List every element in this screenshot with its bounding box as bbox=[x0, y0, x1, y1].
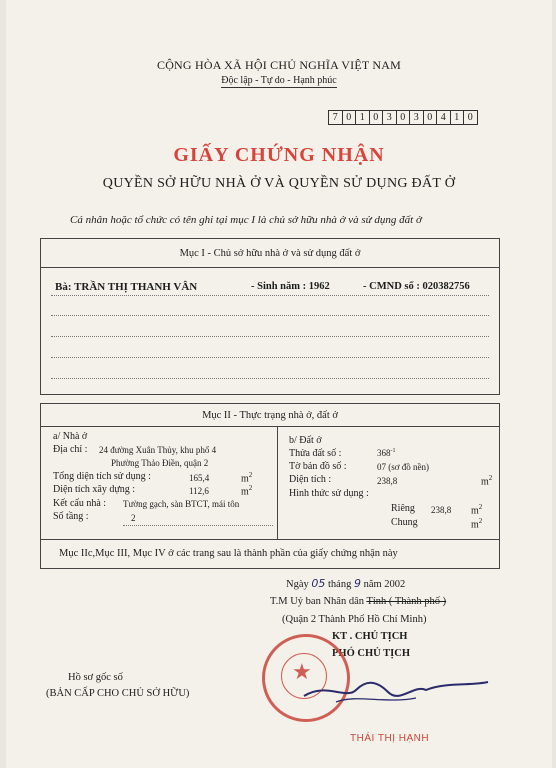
owner-birth-year: - Sinh năm : 1962 bbox=[251, 281, 330, 292]
built-area-label: Diện tích xây dựng : bbox=[53, 484, 136, 495]
serial-digit: 3 bbox=[382, 110, 396, 125]
shared-label: Chung bbox=[391, 517, 418, 528]
section-owner-heading: Mục I - Chủ sở hữu nhà ở và sử dụng đất ở bbox=[179, 248, 361, 259]
structure-label: Kết cấu nhà : bbox=[53, 498, 107, 509]
map-sheet-value: 07 (sơ đồ nền) bbox=[377, 462, 430, 472]
serial-digit: 0 bbox=[369, 110, 383, 125]
floors-label: Số tầng : bbox=[53, 511, 89, 522]
land-area-value: 238,8 bbox=[377, 476, 398, 486]
usage-label: Hình thức sử dụng : bbox=[289, 488, 369, 499]
district: (Quận 2 Thành Phố Hồ Chí Minh) bbox=[282, 614, 427, 625]
house-address-line2: Phường Thảo Điền, quận 2 bbox=[111, 458, 209, 468]
built-area-value: 112,6 bbox=[189, 486, 209, 496]
certificate-title: GIẤY CHỨNG NHẬN bbox=[173, 144, 385, 166]
house-address-line1: 24 đường Xuân Thủy, khu phố 4 bbox=[99, 445, 217, 455]
motto: Độc lập - Tự do - Hạnh phúc bbox=[221, 75, 337, 86]
section-property bbox=[40, 403, 500, 569]
intro-text: Cá nhân hoặc tổ chức có tên ghi tại mục I là chủ sở hữu nhà ở và sử dụng đất ở bbox=[70, 214, 422, 226]
title-kt: KT . CHỦ TỊCH bbox=[332, 631, 408, 642]
country-header: CỘNG HÒA XÃ HỘI CHỦ NGHĨA VIỆT NAM bbox=[156, 58, 402, 72]
land-title: b/ Đất ở bbox=[289, 435, 322, 446]
private-value: 238,8 bbox=[431, 505, 452, 515]
house-title: a/ Nhà ở bbox=[53, 431, 88, 442]
serial-digit: 7 bbox=[328, 110, 342, 125]
signer-name: THÁI THỊ HẠNH bbox=[350, 733, 430, 744]
built-area-unit: $m^2$ bbox=[241, 484, 253, 498]
total-area-value: 165,4 bbox=[189, 473, 210, 483]
certificate-subtitle: QUYỀN SỞ HỮU NHÀ Ở VÀ QUYỀN SỬ DỤNG ĐẤT Ở bbox=[102, 176, 456, 191]
structure-value: Tường gạch, sàn BTCT, mái tôn bbox=[123, 499, 240, 509]
file-number-label: Hồ sơ gốc số bbox=[68, 672, 123, 683]
footer-note: Mục IIc,Mục III, Mục IV ở các trang sau là thành phần của giấy chứng nhận này bbox=[59, 548, 398, 559]
serial-digit: 0 bbox=[463, 110, 478, 125]
private-unit: $m^2$ bbox=[471, 503, 483, 517]
section-owner bbox=[40, 238, 500, 395]
serial-digit: 0 bbox=[423, 110, 437, 125]
land-area-unit: $m^2$ bbox=[481, 474, 493, 488]
house-address-label: Địa chỉ : bbox=[53, 444, 88, 455]
sign-date: Ngày 05 tháng 9 năm 2002 bbox=[286, 577, 406, 590]
land-area-label: Diện tích : bbox=[289, 474, 332, 485]
copy-note: (BẢN CẤP CHO CHỦ SỞ HỮU) bbox=[46, 688, 190, 699]
plot-value: $368^{-1}$ bbox=[377, 448, 396, 458]
serial-digit: 1 bbox=[450, 110, 464, 125]
shared-unit: $m^2$ bbox=[471, 517, 483, 531]
private-label: Riêng bbox=[391, 503, 415, 514]
map-sheet-label: Tờ bản đồ số : bbox=[289, 461, 347, 472]
official-seal: ★ bbox=[262, 634, 350, 722]
total-area-unit: $m^2$ bbox=[241, 471, 253, 485]
authority: T.M Uỷ ban Nhân dân Tỉnh ( Thành phố ) bbox=[270, 596, 447, 607]
serial-digit: 0 bbox=[342, 110, 356, 125]
signature bbox=[296, 662, 496, 712]
owner-name: Bà: TRẦN THỊ THANH VÂN bbox=[55, 281, 198, 293]
serial-digit: 0 bbox=[396, 110, 410, 125]
serial-digit: 3 bbox=[409, 110, 423, 125]
floors-value: 2 bbox=[131, 513, 136, 523]
serial-number bbox=[328, 110, 478, 125]
section-property-heading: Mục II - Thực trạng nhà ở, đất ở bbox=[202, 410, 338, 421]
owner-id-number: - CMND số : 020382756 bbox=[363, 281, 470, 292]
title-vice-chair: PHÓ CHỦ TỊCH bbox=[332, 648, 410, 659]
plot-label: Thửa đất số : bbox=[289, 448, 342, 459]
serial-digit: 4 bbox=[436, 110, 450, 125]
serial-digit: 1 bbox=[355, 110, 369, 125]
total-area-label: Tổng diện tích sử dụng : bbox=[53, 471, 151, 482]
certificate-page bbox=[6, 0, 552, 768]
